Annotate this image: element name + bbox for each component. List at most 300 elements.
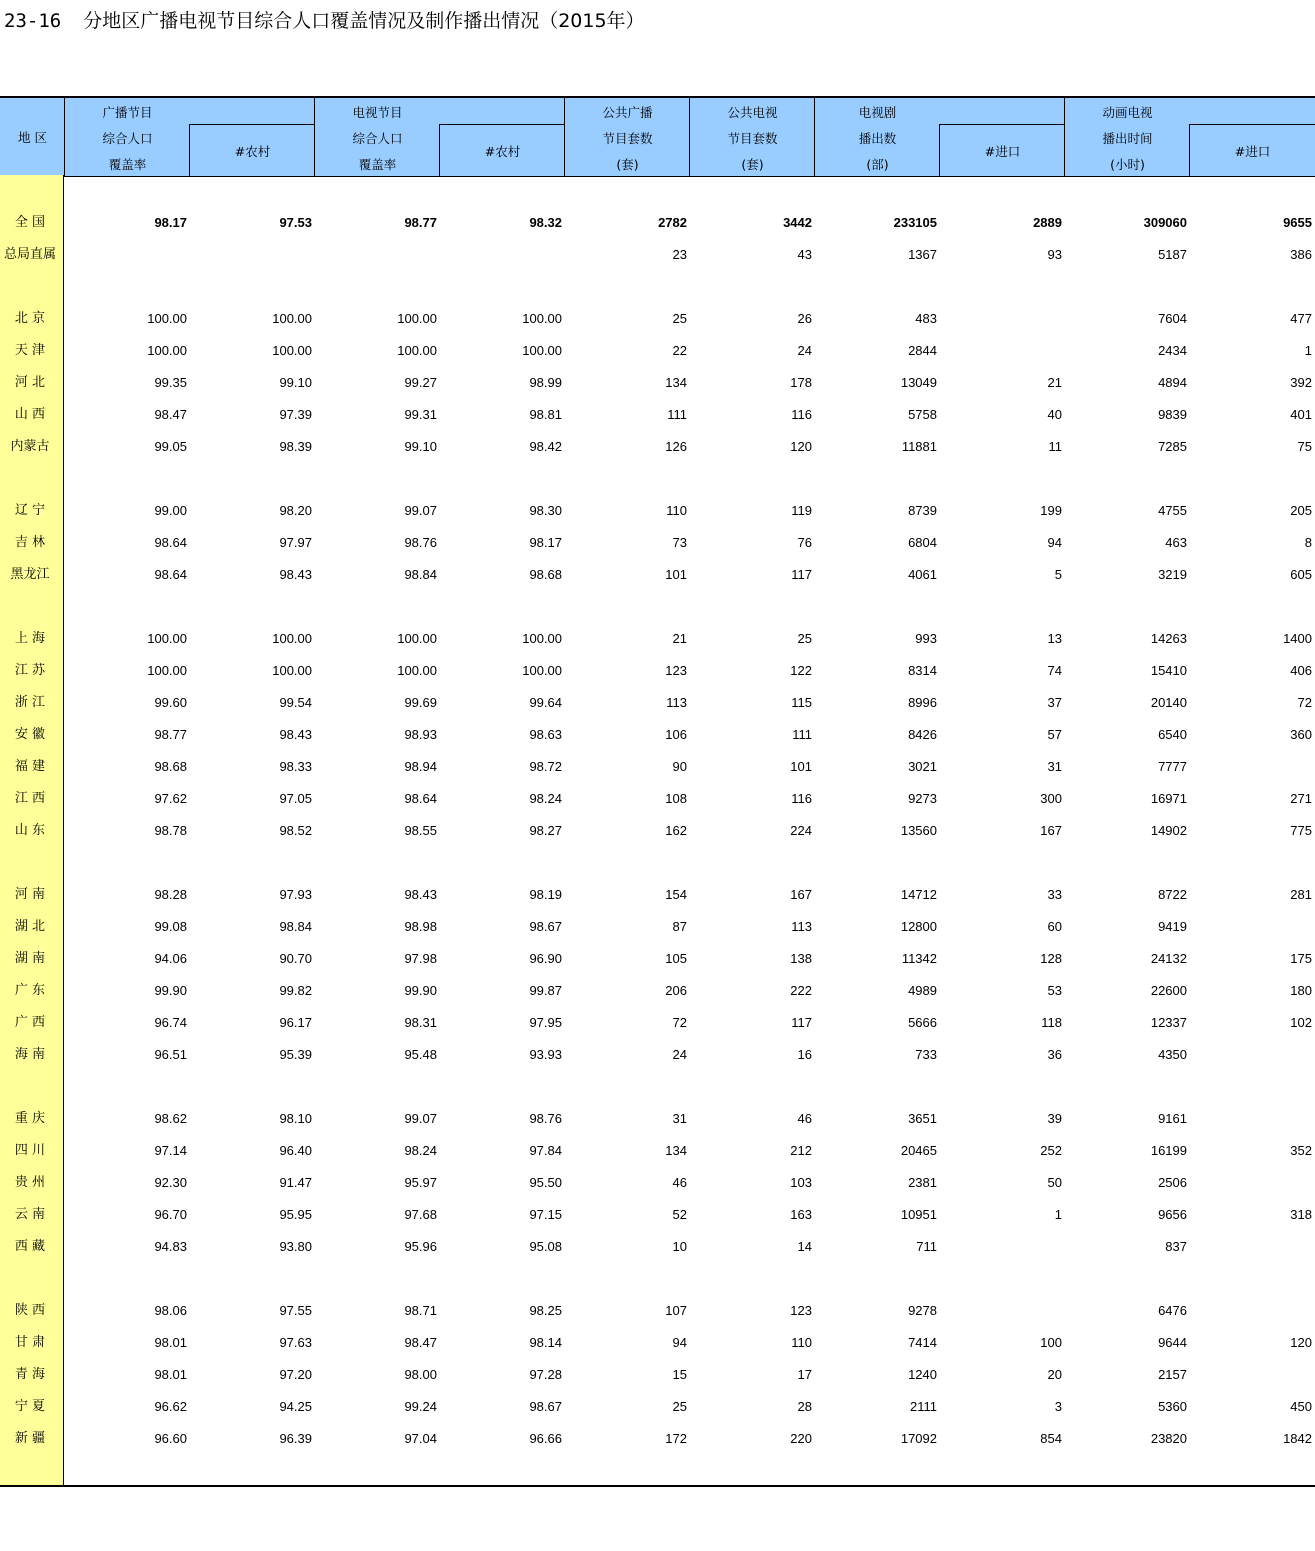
radio-rural-cell: 97.93: [279, 887, 312, 902]
animation-hours-cell: 9656: [1158, 1207, 1187, 1222]
header-tv-drama-import: [940, 98, 1065, 176]
public-radio-sets-cell: 23: [672, 247, 687, 262]
radio-rural-cell: 98.52: [279, 823, 312, 838]
tv-coverage-cell: 97.68: [404, 1207, 437, 1222]
tv-drama-count-cell: 7414: [908, 1335, 937, 1350]
tv-rural-cell: 98.17: [529, 535, 562, 550]
animation-import-cell: 75: [1297, 439, 1312, 454]
region-cell: 浙 江: [14, 695, 46, 710]
region-cell: 重 庆: [14, 1111, 46, 1126]
tv-rural-cell: 98.30: [529, 503, 562, 518]
table-row: [0, 719, 1315, 751]
tv-coverage-cell: 97.98: [404, 951, 437, 966]
animation-hours-cell: 837: [1165, 1239, 1187, 1254]
tv-coverage-cell: 99.90: [404, 983, 437, 998]
header-tv-line2: 综合人口: [352, 131, 403, 146]
tv-drama-import-cell: 94: [1047, 535, 1062, 550]
radio-rural-cell: 97.53: [279, 215, 312, 230]
public-tv-sets-cell: 123: [790, 1303, 812, 1318]
tv-drama-count-cell: 13560: [900, 823, 937, 838]
header-tv-line1: 电视节目: [352, 105, 403, 120]
tv-coverage-cell: 98.00: [404, 1367, 437, 1382]
radio-coverage-cell: 99.08: [154, 919, 187, 934]
header-radio-line2: 综合人口: [102, 131, 153, 146]
tv-coverage-cell: 98.71: [404, 1303, 437, 1318]
region-cell: 陕 西: [14, 1303, 46, 1318]
tv-rural-cell: 97.28: [529, 1367, 562, 1382]
header-region: [0, 98, 65, 176]
tv-rural-cell: 98.72: [529, 759, 562, 774]
tv-drama-import-cell: 854: [1040, 1431, 1062, 1446]
region-cell: 贵 州: [14, 1175, 46, 1190]
header-public-radio-line2: 节目套数: [602, 131, 653, 146]
tv-drama-count-cell: 20465: [900, 1143, 937, 1158]
public-tv-sets-cell: 3442: [783, 215, 812, 230]
header-tv-coverage: [315, 98, 440, 176]
public-radio-sets-cell: 22: [672, 343, 687, 358]
tv-rural-cell: 95.08: [529, 1239, 562, 1254]
public-radio-sets-cell: 94: [672, 1335, 687, 1350]
public-radio-sets-cell: 111: [667, 407, 687, 422]
tv-drama-count-cell: 233105: [893, 215, 937, 230]
animation-import-cell: 1: [1304, 343, 1312, 358]
region-cell: 安 徽: [14, 727, 46, 742]
tv-drama-import-cell: 93: [1047, 247, 1062, 262]
public-tv-sets-cell: 117: [791, 567, 812, 582]
animation-import-cell: [1202, 1103, 1312, 1135]
tv-drama-count-cell: 6804: [908, 535, 937, 550]
animation-import-cell: 72: [1297, 695, 1312, 710]
header-divider: [939, 124, 1065, 125]
tv-drama-count-cell: 8426: [908, 727, 937, 742]
tv-drama-import-cell: 39: [1047, 1111, 1062, 1126]
tv-drama-import-cell: 60: [1047, 919, 1062, 934]
tv-drama-import-cell: 167: [1040, 823, 1062, 838]
radio-coverage-cell: 97.14: [154, 1143, 187, 1158]
tv-drama-import-cell: [952, 1295, 1062, 1327]
tv-rural-cell: 100.00: [522, 663, 562, 678]
animation-import-cell: 281: [1290, 887, 1312, 902]
tv-rural-cell: 99.64: [529, 695, 562, 710]
tv-drama-count-cell: 2844: [908, 343, 937, 358]
tv-drama-count-cell: 9278: [908, 1303, 937, 1318]
tv-coverage-cell: 99.10: [404, 439, 437, 454]
public-radio-sets-cell: 73: [672, 535, 687, 550]
tv-drama-count-cell: 11342: [901, 951, 937, 966]
region-cell: 吉 林: [14, 535, 46, 550]
region-cell: 山 西: [14, 407, 46, 422]
tv-rural-cell: 98.14: [529, 1335, 562, 1350]
animation-import-cell: 605: [1290, 567, 1312, 582]
region-cell: 四 川: [14, 1143, 46, 1158]
header-animation-line1: 动画电视: [1102, 105, 1153, 120]
radio-rural-cell: 97.20: [279, 1367, 312, 1382]
tv-drama-count-cell: 12800: [900, 919, 937, 934]
region-cell: 新 疆: [14, 1431, 46, 1446]
tv-drama-count-cell: 4989: [908, 983, 937, 998]
animation-hours-cell: 9839: [1158, 407, 1187, 422]
public-radio-sets-cell: 24: [672, 1047, 687, 1062]
radio-coverage-cell: [77, 239, 187, 271]
animation-import-cell: [1202, 1231, 1312, 1263]
radio-rural-cell: 98.43: [279, 567, 312, 582]
header-tv-drama-line3: (部): [866, 157, 889, 172]
public-radio-sets-cell: 108: [665, 791, 687, 806]
public-radio-sets-cell: 25: [672, 1399, 687, 1414]
radio-coverage-cell: 98.17: [154, 215, 187, 230]
table-row: [0, 207, 1315, 239]
public-radio-sets-cell: 106: [665, 727, 687, 742]
public-tv-sets-cell: 76: [797, 535, 812, 550]
radio-coverage-cell: 100.00: [147, 663, 187, 678]
tv-drama-import-cell: 118: [1041, 1015, 1062, 1030]
tv-drama-import-cell: [952, 1231, 1062, 1263]
radio-rural-cell: 97.55: [279, 1303, 312, 1318]
animation-hours-cell: 7285: [1158, 439, 1187, 454]
region-cell: 青 海: [14, 1367, 46, 1382]
tv-drama-import-cell: 11: [1048, 439, 1062, 454]
public-tv-sets-cell: 116: [791, 407, 812, 422]
tv-coverage-cell: 95.48: [404, 1047, 437, 1062]
radio-coverage-cell: 99.90: [154, 983, 187, 998]
radio-coverage-cell: 98.77: [154, 727, 187, 742]
tv-rural-cell: 100.00: [522, 343, 562, 358]
region-cell: 宁 夏: [14, 1399, 46, 1414]
radio-rural-cell: 97.39: [279, 407, 312, 422]
tv-coverage-cell: 98.64: [404, 791, 437, 806]
header-public-radio-line3: (套): [616, 157, 639, 172]
tv-rural-cell: 96.90: [529, 951, 562, 966]
animation-import-cell: 450: [1290, 1399, 1312, 1414]
radio-coverage-cell: 92.30: [154, 1175, 187, 1190]
animation-import-cell: [1202, 1039, 1312, 1071]
public-radio-sets-cell: 105: [665, 951, 687, 966]
table-row: [0, 431, 1315, 463]
radio-rural-cell: 98.10: [279, 1111, 312, 1126]
tv-drama-count-cell: 1367: [908, 247, 937, 262]
tv-drama-count-cell: 17092: [900, 1431, 937, 1446]
header-region-label: 地 区: [18, 130, 47, 145]
animation-hours-cell: 9644: [1158, 1335, 1187, 1350]
tv-drama-import-cell: 3: [1054, 1399, 1062, 1414]
tv-rural-cell: 100.00: [522, 631, 562, 646]
tv-coverage-cell: 100.00: [397, 311, 437, 326]
public-radio-sets-cell: 15: [672, 1367, 687, 1382]
tv-coverage-cell: 99.07: [404, 1111, 437, 1126]
public-radio-sets-cell: 87: [672, 919, 687, 934]
table-row: [0, 943, 1315, 975]
header-divider: [939, 124, 940, 176]
table-row: [0, 687, 1315, 719]
animation-import-cell: 775: [1290, 823, 1312, 838]
animation-hours-cell: 6476: [1158, 1303, 1187, 1318]
animation-hours-cell: 23820: [1150, 1431, 1187, 1446]
animation-import-cell: 205: [1290, 503, 1312, 518]
public-radio-sets-cell: 134: [665, 375, 687, 390]
public-tv-sets-cell: 16: [797, 1047, 812, 1062]
region-cell: 甘 肃: [14, 1335, 46, 1350]
animation-import-cell: [1202, 911, 1312, 943]
tv-rural-cell: 98.81: [529, 407, 562, 422]
animation-import-cell: 271: [1290, 791, 1312, 806]
header-radio-coverage: [65, 98, 190, 176]
table-row: [0, 1103, 1315, 1135]
public-tv-sets-cell: 224: [790, 823, 812, 838]
radio-rural-cell: 99.10: [279, 375, 312, 390]
table-row: [0, 815, 1315, 847]
header-tv-line3: 覆盖率: [358, 157, 397, 172]
tv-drama-count-cell: 14712: [900, 887, 937, 902]
table-row: [0, 559, 1315, 591]
radio-coverage-cell: 100.00: [147, 631, 187, 646]
radio-coverage-cell: 98.68: [154, 759, 187, 774]
public-radio-sets-cell: 162: [665, 823, 687, 838]
region-cell: 黑龙江: [10, 567, 50, 582]
animation-import-cell: 406: [1290, 663, 1312, 678]
animation-hours-cell: 24132: [1150, 951, 1187, 966]
tv-drama-count-cell: 483: [915, 311, 937, 326]
public-tv-sets-cell: 122: [790, 663, 812, 678]
radio-rural-cell: 100.00: [272, 343, 312, 358]
tv-drama-count-cell: 13049: [900, 375, 937, 390]
table-row: [0, 1167, 1315, 1199]
header-public-tv-line2: 节目套数: [727, 131, 778, 146]
header-tv-drama-line1: 电视剧: [858, 105, 897, 120]
tv-coverage-cell: 100.00: [397, 663, 437, 678]
public-tv-sets-cell: 212: [790, 1143, 812, 1158]
header-animation-import: [1190, 98, 1315, 176]
tv-rural-cell: 98.32: [529, 215, 562, 230]
tv-drama-import-cell: 2889: [1033, 215, 1062, 230]
animation-hours-cell: 12337: [1150, 1015, 1187, 1030]
tv-drama-count-cell: 9273: [908, 791, 937, 806]
public-radio-sets-cell: 46: [672, 1175, 687, 1190]
header-animation-line3: (小时): [1110, 157, 1145, 172]
radio-coverage-cell: 97.62: [154, 791, 187, 806]
table-header: [0, 96, 1315, 177]
tv-rural-cell: 98.19: [529, 887, 562, 902]
animation-import-cell: 102: [1290, 1015, 1312, 1030]
animation-hours-cell: 9161: [1158, 1111, 1187, 1126]
table-code: 23-16: [4, 10, 62, 32]
radio-rural-cell: 99.82: [279, 983, 312, 998]
animation-hours-cell: 20140: [1150, 695, 1187, 710]
table-row: [0, 303, 1315, 335]
table-body: [0, 175, 1315, 1485]
table-row: [0, 975, 1315, 1007]
table-row: [0, 239, 1315, 271]
public-radio-sets-cell: 31: [672, 1111, 687, 1126]
tv-drama-import-cell: 50: [1047, 1175, 1062, 1190]
tv-rural-cell: 98.76: [529, 1111, 562, 1126]
radio-rural-cell: 97.63: [279, 1335, 312, 1350]
tv-coverage-cell: 98.98: [404, 919, 437, 934]
public-radio-sets-cell: 154: [665, 887, 687, 902]
radio-rural-cell: 98.39: [279, 439, 312, 454]
radio-coverage-cell: 98.47: [154, 407, 187, 422]
tv-drama-import-cell: 252: [1040, 1143, 1062, 1158]
header-divider: [1064, 98, 1065, 176]
tv-drama-count-cell: 3651: [908, 1111, 937, 1126]
tv-coverage-cell: [327, 239, 437, 271]
animation-import-cell: 180: [1290, 983, 1312, 998]
tv-drama-import-cell: 20: [1047, 1367, 1062, 1382]
table-row: [0, 655, 1315, 687]
tv-coverage-cell: 99.69: [404, 695, 437, 710]
public-tv-sets-cell: 17: [797, 1367, 812, 1382]
header-radio-rural-label: #农村: [234, 144, 271, 159]
tv-drama-import-cell: 199: [1040, 503, 1062, 518]
table-row: [0, 751, 1315, 783]
tv-rural-cell: 97.15: [529, 1207, 562, 1222]
animation-import-cell: 392: [1290, 375, 1312, 390]
tv-drama-import-cell: 53: [1047, 983, 1062, 998]
radio-rural-cell: 97.05: [279, 791, 312, 806]
radio-rural-cell: 90.70: [279, 951, 312, 966]
public-radio-sets-cell: 123: [665, 663, 687, 678]
region-cell: 北 京: [14, 311, 46, 326]
tv-rural-cell: 98.25: [529, 1303, 562, 1318]
animation-hours-cell: 15410: [1150, 663, 1187, 678]
public-tv-sets-cell: 103: [790, 1175, 812, 1190]
header-divider: [64, 98, 65, 176]
tv-rural-cell: 98.24: [529, 791, 562, 806]
public-radio-sets-cell: 110: [666, 503, 687, 518]
tv-rural-cell: 98.27: [529, 823, 562, 838]
tv-drama-count-cell: 2381: [908, 1175, 937, 1190]
tv-coverage-cell: 98.84: [404, 567, 437, 582]
public-tv-sets-cell: 43: [797, 247, 812, 262]
tv-rural-cell: 93.93: [529, 1047, 562, 1062]
region-cell: 湖 北: [14, 919, 46, 934]
region-cell: 江 苏: [14, 663, 46, 678]
animation-import-cell: 360: [1290, 727, 1312, 742]
tv-coverage-cell: 97.04: [404, 1431, 437, 1446]
radio-coverage-cell: 96.62: [154, 1399, 187, 1414]
tv-drama-import-cell: 300: [1040, 791, 1062, 806]
header-divider: [1189, 124, 1190, 176]
tv-drama-import-cell: 40: [1047, 407, 1062, 422]
radio-rural-cell: 94.25: [279, 1399, 312, 1414]
tv-drama-import-cell: 57: [1047, 727, 1062, 742]
tv-rural-cell: [452, 239, 562, 271]
animation-hours-cell: 22600: [1150, 983, 1187, 998]
page-title: [4, 6, 645, 33]
table-row: [0, 399, 1315, 431]
public-tv-sets-cell: 28: [797, 1399, 812, 1414]
animation-import-cell: 401: [1290, 407, 1312, 422]
tv-drama-count-cell: 11881: [901, 439, 937, 454]
tv-coverage-cell: 95.96: [404, 1239, 437, 1254]
animation-hours-cell: 5360: [1158, 1399, 1187, 1414]
tv-drama-count-cell: 3021: [908, 759, 937, 774]
region-cell: 总局直属: [3, 247, 56, 262]
tv-rural-cell: 98.42: [529, 439, 562, 454]
radio-rural-cell: 100.00: [272, 311, 312, 326]
tv-rural-cell: 98.99: [529, 375, 562, 390]
public-tv-sets-cell: 25: [797, 631, 812, 646]
animation-hours-cell: 2157: [1158, 1367, 1187, 1382]
radio-rural-cell: 98.33: [279, 759, 312, 774]
radio-coverage-cell: 100.00: [147, 343, 187, 358]
tv-coverage-cell: 98.77: [404, 215, 437, 230]
tv-drama-count-cell: 993: [915, 631, 937, 646]
public-tv-sets-cell: 178: [790, 375, 812, 390]
header-public-radio: [565, 98, 690, 176]
header-divider: [1189, 124, 1315, 125]
animation-hours-cell: 8722: [1158, 887, 1187, 902]
animation-hours-cell: 4755: [1158, 503, 1187, 518]
tv-coverage-cell: 98.93: [404, 727, 437, 742]
public-tv-sets-cell: 116: [791, 791, 812, 806]
tv-drama-count-cell: 5758: [908, 407, 937, 422]
table-row: [0, 527, 1315, 559]
public-radio-sets-cell: 113: [666, 695, 687, 710]
radio-coverage-cell: 94.06: [154, 951, 187, 966]
public-radio-sets-cell: 2782: [658, 215, 687, 230]
radio-coverage-cell: 94.83: [154, 1239, 187, 1254]
public-radio-sets-cell: 101: [665, 567, 687, 582]
table-row: [0, 879, 1315, 911]
region-cell: 广 东: [14, 983, 46, 998]
public-tv-sets-cell: 138: [790, 951, 812, 966]
tv-drama-count-cell: 2111: [910, 1399, 937, 1414]
radio-rural-cell: 96.40: [279, 1143, 312, 1158]
header-animation: [1065, 98, 1190, 176]
radio-coverage-cell: 98.64: [154, 567, 187, 582]
radio-rural-cell: 98.20: [279, 503, 312, 518]
animation-hours-cell: 2506: [1158, 1175, 1187, 1190]
radio-rural-cell: 96.39: [279, 1431, 312, 1446]
public-radio-sets-cell: 107: [665, 1303, 687, 1318]
radio-rural-cell: 96.17: [279, 1015, 312, 1030]
radio-coverage-cell: 98.78: [154, 823, 187, 838]
public-radio-sets-cell: 10: [672, 1239, 687, 1254]
table-row: [0, 1199, 1315, 1231]
table-row: [0, 1039, 1315, 1071]
region-cell: 辽 宁: [14, 503, 46, 518]
table-row: [0, 1359, 1315, 1391]
region-cell: 海 南: [14, 1047, 46, 1062]
tv-drama-count-cell: 733: [915, 1047, 937, 1062]
table-row: [0, 335, 1315, 367]
tv-rural-cell: 98.67: [529, 919, 562, 934]
tv-coverage-cell: 98.94: [404, 759, 437, 774]
public-radio-sets-cell: 126: [665, 439, 687, 454]
animation-import-cell: 352: [1290, 1143, 1312, 1158]
header-public-tv: [690, 98, 815, 176]
header-radio-line1: 广播节目: [102, 105, 153, 120]
region-cell: 上 海: [14, 631, 46, 646]
public-radio-sets-cell: 52: [672, 1207, 687, 1222]
tv-coverage-cell: 99.07: [404, 503, 437, 518]
animation-hours-cell: 14902: [1150, 823, 1187, 838]
animation-import-cell: 1400: [1283, 631, 1312, 646]
tv-drama-import-cell: 31: [1047, 759, 1062, 774]
public-tv-sets-cell: 110: [791, 1335, 812, 1350]
radio-coverage-cell: 99.35: [154, 375, 187, 390]
animation-import-cell: 8: [1304, 535, 1312, 550]
header-tv-rural-label: #农村: [484, 144, 521, 159]
animation-hours-cell: 6540: [1158, 727, 1187, 742]
header-divider: [439, 124, 565, 125]
public-radio-sets-cell: 72: [672, 1015, 687, 1030]
radio-rural-cell: 98.84: [279, 919, 312, 934]
radio-rural-cell: 98.43: [279, 727, 312, 742]
radio-coverage-cell: 98.28: [154, 887, 187, 902]
animation-hours-cell: 16971: [1150, 791, 1187, 806]
header-tv-rural: [440, 98, 565, 176]
